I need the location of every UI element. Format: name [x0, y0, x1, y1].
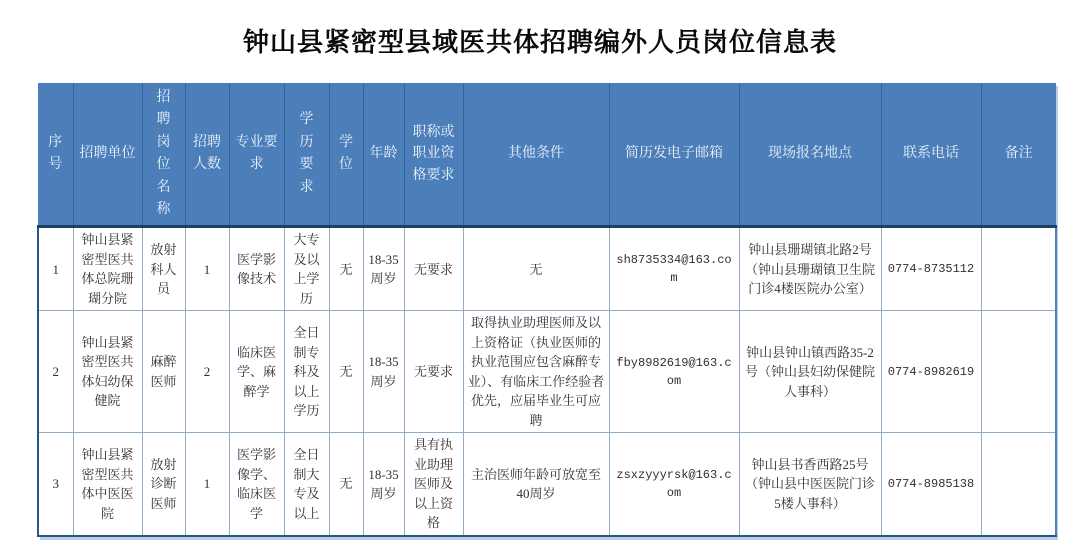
- cell-remarks: [981, 311, 1056, 433]
- cell-contact-phone: 0774-8982619: [881, 311, 981, 433]
- cell-resume-email: sh8735334@163.com: [609, 227, 739, 311]
- cell-headcount: 1: [185, 433, 229, 536]
- cell-resume-email: zsxzyyyrsk@163.com: [609, 433, 739, 536]
- header-other-conditions: 其他条件: [463, 83, 609, 227]
- cell-major-requirement: 医学影像技术: [229, 227, 284, 311]
- recruitment-table: [37, 83, 1057, 537]
- cell-serial-number: 2: [38, 311, 73, 433]
- table-row: [38, 227, 1056, 311]
- cell-other-conditions: 无: [463, 227, 609, 311]
- cell-degree: 无: [329, 227, 363, 311]
- cell-resume-email: fby8982619@163.com: [609, 311, 739, 433]
- cell-qualification-requirement: 具有执业助理医师及以上资格: [404, 433, 463, 536]
- page-title: 钟山县紧密型县域医共体招聘编外人员岗位信息表: [242, 28, 837, 57]
- header-serial-number: 序号: [38, 83, 73, 227]
- cell-contact-phone: 0774-8735112: [881, 227, 981, 311]
- cell-age: 18-35周岁: [363, 227, 404, 311]
- cell-recruiting-unit: 钟山县紧密型医共体中医医院: [73, 433, 142, 536]
- header-qualification-requirement: 职称或职业资格要求: [404, 83, 463, 227]
- table-header-row: [38, 83, 1056, 227]
- cell-serial-number: 3: [38, 433, 73, 536]
- cell-qualification-requirement: 无要求: [404, 311, 463, 433]
- cell-education-requirement: 全日制专科及以上学历: [284, 311, 329, 433]
- header-remarks: 备注: [981, 83, 1056, 227]
- cell-qualification-requirement: 无要求: [404, 227, 463, 311]
- cell-age: 18-35周岁: [363, 433, 404, 536]
- cell-recruiting-unit: 钟山县紧密型医共体妇幼保健院: [73, 311, 142, 433]
- cell-education-requirement: 全日制大专及以上: [284, 433, 329, 536]
- cell-position-name: 放射诊断医师: [142, 433, 185, 536]
- cell-major-requirement: 临床医学、麻醉学: [229, 311, 284, 433]
- cell-headcount: 1: [185, 227, 229, 311]
- header-position-name: 招聘岗位名称: [142, 83, 185, 227]
- cell-recruiting-unit: 钟山县紧密型医共体总院珊瑚分院: [73, 227, 142, 311]
- cell-headcount: 2: [185, 311, 229, 433]
- header-education-requirement: 学历要求: [284, 83, 329, 227]
- cell-registration-location: 钟山县书香西路25号（钟山县中医医院门诊5楼人事科）: [739, 433, 881, 536]
- header-resume-email: 简历发电子邮箱: [609, 83, 739, 227]
- cell-remarks: [981, 433, 1056, 536]
- cell-serial-number: 1: [38, 227, 73, 311]
- table-row: [38, 311, 1056, 433]
- cell-registration-location: 钟山县珊瑚镇北路2号（钟山县珊瑚镇卫生院门诊4楼医院办公室）: [739, 227, 881, 311]
- header-age: 年龄: [363, 83, 404, 227]
- cell-registration-location: 钟山县钟山镇西路35-2号（钟山县妇幼保健院人事科）: [739, 311, 881, 433]
- cell-age: 18-35周岁: [363, 311, 404, 433]
- header-headcount: 招聘人数: [185, 83, 229, 227]
- cell-position-name: 麻醉医师: [142, 311, 185, 433]
- cell-education-requirement: 大专及以上学历: [284, 227, 329, 311]
- cell-degree: 无: [329, 433, 363, 536]
- table-row: [38, 433, 1056, 536]
- cell-degree: 无: [329, 311, 363, 433]
- header-registration-location: 现场报名地点: [739, 83, 881, 227]
- cell-other-conditions: 主治医师年龄可放宽至40周岁: [463, 433, 609, 536]
- header-recruiting-unit: 招聘单位: [73, 83, 142, 227]
- header-degree: 学位: [329, 83, 363, 227]
- cell-position-name: 放射科人员: [142, 227, 185, 311]
- cell-other-conditions: 取得执业助理医师及以上资格证（执业医师的执业范围应包含麻醉专业）、有临床工作经验者优先，应届毕业生可应聘: [463, 311, 609, 433]
- cell-contact-phone: 0774-8985138: [881, 433, 981, 536]
- cell-remarks: [981, 227, 1056, 311]
- header-contact-phone: 联系电话: [881, 83, 981, 227]
- cell-major-requirement: 医学影像学、临床医学: [229, 433, 284, 536]
- job-info-table: [37, 83, 1055, 537]
- header-major-requirement: 专业要求: [229, 83, 284, 227]
